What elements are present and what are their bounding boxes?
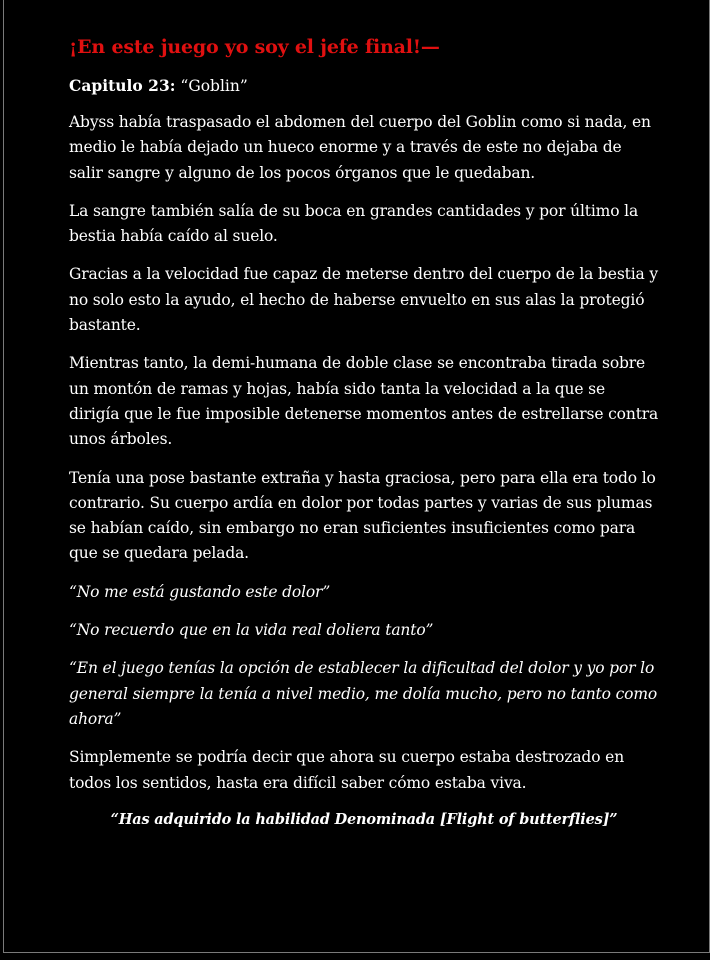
paragraph: Gracias a la velocidad fue capaz de meterse dentro del cuerpo de la bestia y no solo esto la ayudo, el hecho de haberse envuelto en sus alas la protegió bastante.: [69, 265, 658, 335]
paragraph: Tenía una pose bastante extraña y hasta graciosa, pero para ella era todo lo contrario. Su cuerpo ardía en dolor por todas partes y varias de sus plumas se habían caído, sin embargo no eran suficientes insuficientes como para que se quedara pelada.: [69, 468, 656, 563]
chapter-name: “Goblin”: [180, 77, 248, 95]
quote-paragraph: “En el juego tenías la opción de establecer la dificultad del dolor y yo por lo general siempre la tenía a nivel medio, me dolía mucho, pero no tanto como ahora”: [69, 659, 658, 728]
quote-paragraph: “No me está gustando este dolor”: [69, 582, 331, 601]
chapter-heading: [69, 74, 659, 98]
paragraph: La sangre también salía de su boca en grandes cantidades y por último la bestia había caído al suelo.: [69, 201, 639, 246]
closing-paragraph: Simplemente se podría decir que ahora su cuerpo estaba destrozado en todos los sentidos, hasta era difícil saber cómo estaba viva.: [69, 748, 625, 792]
quote-paragraph: “No recuerdo que en la vida real doliera tanto”: [69, 621, 434, 640]
document-body: [69, 33, 659, 831]
page-edge: [710, 0, 720, 960]
paragraph: Abyss había traspasado el abdomen del cuerpo del Goblin como si nada, en medio le había dejado un hueco enorme y a través de este no dejaba de salir sangre y alguno de los pocos órganos que le quedaban.: [69, 113, 651, 182]
chapter-label: Capitulo 23:: [69, 76, 176, 95]
paragraph: Mientras tanto, la demi-humana de doble clase se encontraba tirada sobre un montón de ramas y hojas, había sido tanta la velocidad a la que se dirigía que le fue imposible detenerse momentos antes de estrellarse contra unos árboles.: [69, 354, 659, 449]
book-title: ¡En este juego yo soy el jefe final!—: [69, 36, 440, 58]
skill-notice: “Has adquirido la habilidad Denominada [Flight of butterflies]”: [110, 810, 618, 828]
